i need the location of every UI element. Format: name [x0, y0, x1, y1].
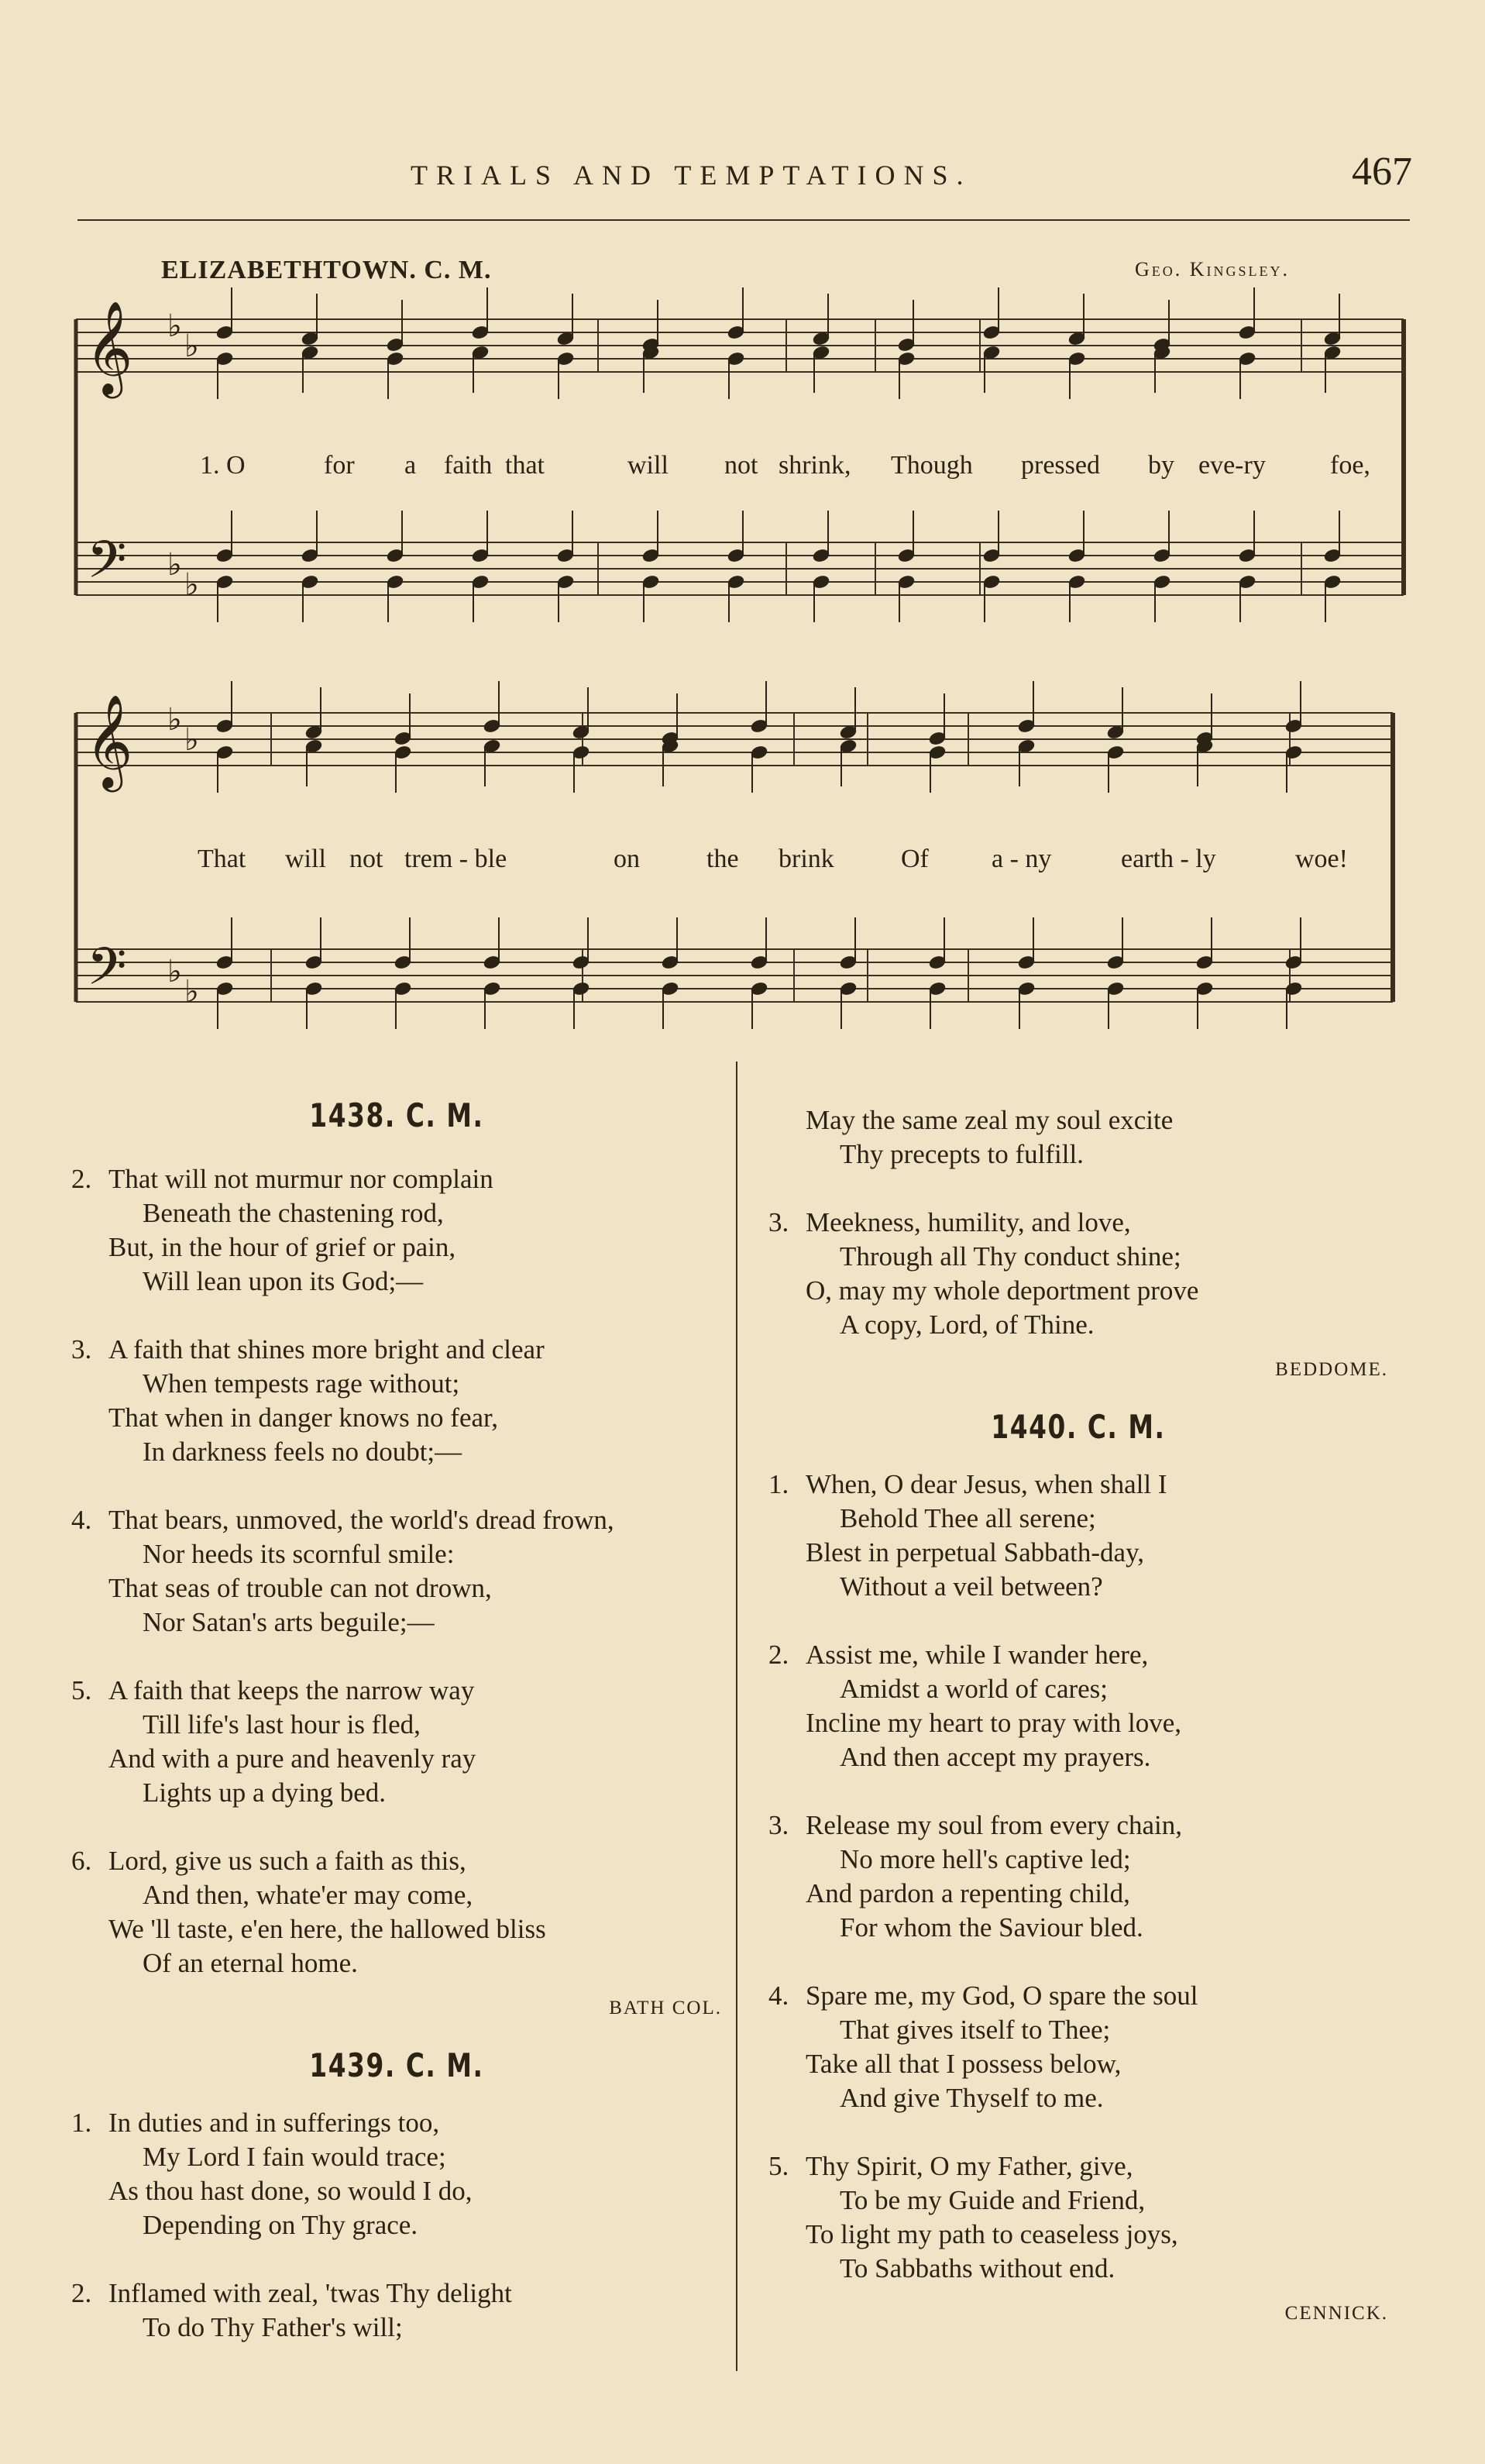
verse-line: Release my soul from every chain,: [806, 1810, 1182, 1840]
lyric-syllable: eve-ry: [1198, 451, 1266, 480]
verse-line: And with a pure and heavenly ray: [108, 1743, 476, 1774]
verse-line: That bears, unmoved, the world's dread frown,: [108, 1505, 614, 1535]
verse-line: Nor Satan's arts beguile;—: [143, 1607, 435, 1637]
stanza: [768, 1808, 1388, 1945]
verse-line: A faith that keeps the narrow way: [108, 1675, 475, 1705]
verse-line: Without a veil between?: [840, 1571, 1103, 1602]
stanza: [71, 1674, 722, 1810]
verse-line: Lord, give us such a faith as this,: [108, 1846, 466, 1876]
verse-line: And then, whate'er may come,: [143, 1880, 473, 1910]
stanza-number: 5.: [768, 2151, 789, 2181]
lyric-syllable: not: [349, 845, 383, 873]
verse-line: Of an eternal home.: [143, 1948, 358, 1978]
stanza-number: 1.: [71, 2108, 92, 2138]
lyric-syllable: will: [627, 451, 669, 480]
hymn-1440-title: 1440. C. M.: [991, 1408, 1166, 1446]
verse-line: Incline my heart to pray with love,: [806, 1708, 1181, 1738]
lyric-syllable: by: [1148, 451, 1174, 480]
hymn-1439-title: 1439. C. M.: [309, 2046, 484, 2084]
stanza-number: 1.: [768, 1469, 789, 1499]
lyric-syllable: that: [505, 451, 545, 480]
verse-line: Thy precepts to fulfill.: [840, 1139, 1084, 1169]
stanza-number: 4.: [768, 1980, 789, 2011]
stanza-number: 2.: [71, 1164, 92, 1194]
stanza-number: 2.: [768, 1640, 789, 1670]
lyric-syllable: the: [706, 845, 739, 873]
verse-line: That will not murmur nor complain: [108, 1164, 493, 1194]
verse-line: As thou hast done, so would I do,: [108, 2176, 473, 2206]
stanza-number: 6.: [71, 1846, 92, 1876]
tune-name: ELIZABETHTOWN. C. M.: [161, 256, 492, 284]
stanza: [768, 1206, 1388, 1342]
verse-line: Inflamed with zeal, 'twas Thy delight: [108, 2278, 512, 2308]
stanza: [71, 2106, 722, 2242]
verse-line: When, O dear Jesus, when shall I: [806, 1469, 1167, 1499]
stanza-number: 3.: [768, 1207, 789, 1237]
hymn-1439-author: BEDDOME.: [1275, 1359, 1388, 1380]
composer: Geo. Kingsley.: [1135, 258, 1291, 280]
lyric-syllable: not: [724, 451, 758, 480]
verse-line: Behold Thee all serene;: [840, 1503, 1096, 1533]
lyric-syllable: woe!: [1295, 845, 1348, 873]
verse-line: And give Thyself to me.: [840, 2083, 1104, 2113]
verse-line: Beneath the chastening rod,: [143, 1198, 444, 1228]
right-column: [768, 1103, 1388, 2354]
verse-line: In duties and in sufferings too,: [108, 2108, 440, 2138]
stanza: [71, 1162, 722, 1299]
verse-line: O, may my whole deportment prove: [806, 1275, 1199, 1306]
bass-clef: 𝄢: [87, 530, 127, 602]
verse-line: Will lean upon its God;—: [143, 1266, 424, 1296]
verse-line: But, in the hour of grief or pain,: [108, 1232, 456, 1262]
hymn-1440-author: CENNICK.: [1284, 2303, 1388, 2324]
stanza: [768, 2149, 1388, 2286]
verse-line: That when in danger knows no fear,: [108, 1402, 499, 1433]
stanza: [768, 1468, 1388, 1604]
hymn-1438-title: 1438. C. M.: [309, 1096, 484, 1134]
stanza-number: 4.: [71, 1505, 92, 1535]
verse-line: Till life's last hour is fled,: [143, 1709, 421, 1740]
lyrics-line-1: [0, 451, 1485, 482]
verse-line: When tempests rage without;: [143, 1368, 460, 1399]
left-column: [71, 1096, 722, 2379]
flat-sign: ♭: [184, 567, 199, 603]
hymn-1438-author: BATH COL.: [609, 1998, 722, 2018]
column-divider: [736, 1062, 737, 2371]
verse-line: Amidst a world of cares;: [840, 1674, 1109, 1704]
lyric-syllable: earth - ly: [1121, 845, 1216, 873]
lyric-syllable: pressed: [1021, 451, 1100, 480]
flat-sign: ♭: [167, 547, 182, 583]
verse-line: Take all that I possess below,: [806, 2049, 1122, 2079]
treble-clef: 𝄞: [85, 300, 133, 394]
flat-sign: ♭: [167, 308, 182, 344]
stanza-number: 3.: [71, 1334, 92, 1364]
verse-line: A copy, Lord, of Thine.: [840, 1309, 1095, 1340]
lyric-syllable: That: [198, 845, 246, 873]
stanza: [768, 1638, 1388, 1774]
stanza: [71, 1333, 722, 1469]
verse-line: Blest in perpetual Sabbath-day,: [806, 1537, 1145, 1568]
verse-line: No more hell's captive led;: [840, 1844, 1131, 1874]
verse-line: Spare me, my God, O spare the soul: [806, 1980, 1198, 2011]
flat-sign: ♭: [167, 702, 182, 738]
flat-sign: ♭: [184, 974, 199, 1010]
verse-line: To do Thy Father's will;: [143, 2312, 403, 2342]
verse-line: That seas of trouble can not drown,: [108, 1573, 492, 1603]
lyric-syllable: a - ny: [992, 845, 1052, 873]
flat-sign: ♭: [184, 722, 199, 758]
lyric-syllable: Of: [901, 845, 929, 873]
flat-sign: ♭: [184, 329, 199, 364]
verse-line: A faith that shines more bright and clear: [108, 1334, 545, 1364]
hymn-1440-stanzas: [768, 1468, 1388, 2286]
lyric-syllable: foe,: [1330, 451, 1370, 480]
verse-line: That gives itself to Thee;: [840, 2015, 1111, 2045]
lyric-syllable: on: [614, 845, 640, 873]
verse-line: To light my path to ceaseless joys,: [806, 2219, 1178, 2249]
verse-line: Nor heeds its scornful smile:: [143, 1539, 455, 1569]
stanza: [768, 1103, 1388, 1172]
stanza: [768, 1979, 1388, 2115]
verse-line: To be my Guide and Friend,: [840, 2185, 1146, 2215]
lyric-syllable: a: [404, 451, 417, 480]
lyric-syllable: faith: [444, 451, 493, 480]
lyric-syllable: shrink,: [779, 451, 851, 480]
treble-clef: 𝄞: [85, 693, 133, 788]
verse-line: Thy Spirit, O my Father, give,: [806, 2151, 1133, 2181]
flat-sign: ♭: [167, 954, 182, 989]
music-score: [0, 0, 1485, 1054]
verse-line: And pardon a repenting child,: [806, 1878, 1130, 1908]
stanza: [71, 1844, 722, 1980]
lyric-syllable: brink: [779, 845, 834, 873]
stanza-number: 2.: [71, 2278, 92, 2308]
hymn-1439-stanzas: [71, 2106, 722, 2345]
lyric-syllable: will: [285, 845, 326, 873]
verse-line: Meekness, humility, and love,: [806, 1207, 1131, 1237]
lyric-syllable: for: [324, 451, 355, 480]
stanza: [71, 2276, 722, 2345]
verse-line: We 'll taste, e'en here, the hallowed bliss: [108, 1914, 546, 1944]
verse-line: Through all Thy conduct shine;: [840, 1241, 1181, 1272]
verse-line: Assist me, while I wander here,: [806, 1640, 1149, 1670]
verse-line: To Sabbaths without end.: [840, 2253, 1115, 2283]
lyric-syllable: 1. O: [200, 451, 246, 480]
verse-line: In darkness feels no doubt;—: [143, 1437, 462, 1467]
hymn-1439-continued: [768, 1103, 1388, 1342]
lyric-syllable: Though: [891, 451, 973, 480]
stanza-number: 3.: [768, 1810, 789, 1840]
lyrics-line-2: [0, 845, 1485, 876]
verse-line: Depending on Thy grace.: [143, 2210, 418, 2240]
verse-line: And then accept my prayers.: [840, 1742, 1151, 1772]
hymn-1438-stanzas: [71, 1162, 722, 1980]
verse-line: My Lord I fain would trace;: [143, 2142, 446, 2172]
stanza-number: 5.: [71, 1675, 92, 1705]
verse-line: May the same zeal my soul excite: [806, 1105, 1174, 1135]
bass-clef: 𝄢: [87, 937, 127, 1009]
verse-line: For whom the Saviour bled.: [840, 1912, 1143, 1943]
page-number: 467: [1352, 150, 1412, 194]
verse-line: Lights up a dying bed.: [143, 1777, 386, 1808]
lyric-syllable: trem - ble: [404, 845, 507, 873]
stanza: [71, 1503, 722, 1640]
running-head: TRIALS AND TEMPTATIONS.: [411, 160, 972, 191]
